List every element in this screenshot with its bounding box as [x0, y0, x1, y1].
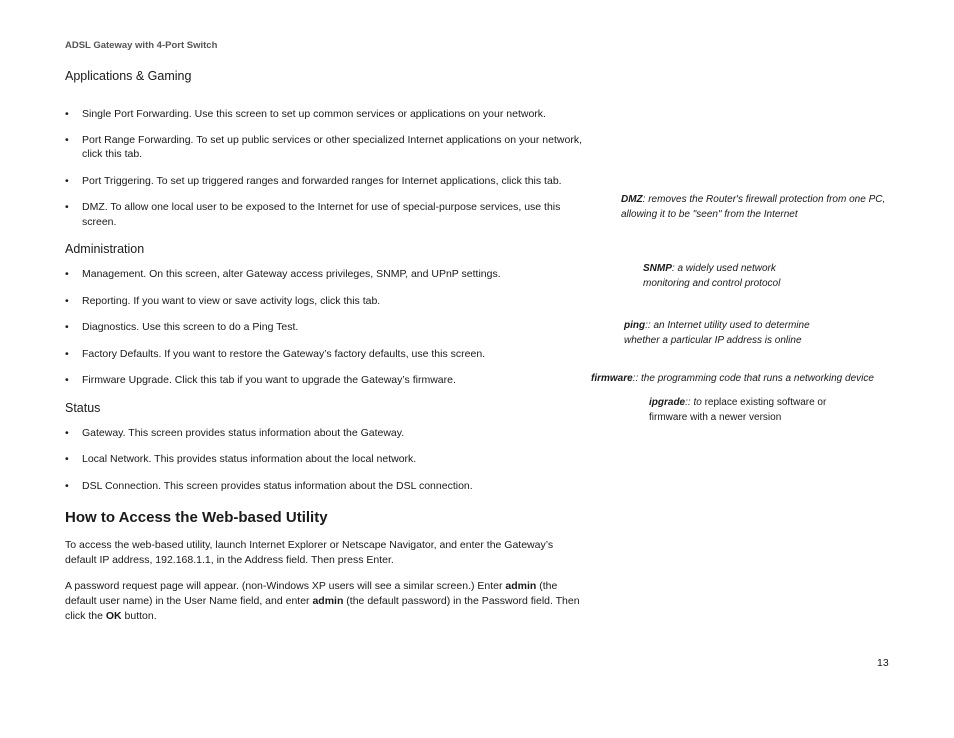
- list-item: • Diagnostics. Use this screen to do a Ping Test.: [65, 320, 587, 335]
- glossary-firmware: firmware:: the programming code that runs a networking device: [591, 373, 874, 384]
- list-item: • DSL Connection. This screen provides status information about the DSL connection.: [65, 479, 587, 494]
- list-item: • Reporting. If you want to view or save activity logs, click this tab.: [65, 294, 587, 309]
- list-item: • Single Port Forwarding. Use this screen to set up common services or applications on your network.: [65, 107, 587, 122]
- glossary-snmp: SNMP: a widely used network monitoring and control protocol: [643, 263, 781, 289]
- access-paragraph-2: A password request page will appear. (non-Windows XP users will see a similar screen.) Enter admin (the default user name) in the User Name field, and enter admin (the default password) in the Password field. Then click the OK button.: [65, 580, 580, 622]
- section-title-applications-gaming: Applications & Gaming: [65, 69, 192, 83]
- section-title-administration: Administration: [65, 242, 145, 256]
- list-item: • Management. On this screen, alter Gateway access privileges, SNMP, and UPnP settings.: [65, 267, 587, 282]
- list-item: • DMZ. To allow one local user to be exposed to the Internet for use of special-purpose services, use this screen.: [65, 200, 587, 229]
- main-column: [65, 67, 587, 624]
- administration-list: [65, 267, 587, 388]
- access-paragraph-1: To access the web-based utility, launch Internet Explorer or Netscape Navigator, and enter the Gateway’s default IP address, 192.168.1.1, in the Address field. Then press Enter.: [65, 539, 554, 566]
- list-item: • Port Triggering. To set up triggered ranges and forwarded ranges for Internet applications, click this tab.: [65, 174, 587, 189]
- section-title-status: Status: [65, 400, 101, 415]
- status-list: [65, 426, 587, 494]
- section-heading-access-utility: How to Access the Web-based Utility: [65, 509, 328, 526]
- running-header: ADSL Gateway with 4-Port Switch: [65, 40, 218, 51]
- list-item: • Port Range Forwarding. To set up public services or other specialized Internet applications on your network, click this tab.: [65, 133, 587, 162]
- list-item: • Local Network. This provides status information about the local network.: [65, 452, 587, 467]
- list-item: • Factory Defaults. If you want to restore the Gateway’s factory defaults, use this screen.: [65, 347, 587, 362]
- glossary-dmz: DMZ: removes the Router's firewall protection from one PC, allowing it to be "seen" from the Internet: [621, 194, 886, 220]
- page-number: 13: [877, 657, 889, 669]
- applications-gaming-list: [65, 107, 587, 229]
- list-item: • Firmware Upgrade. Click this tab if you want to upgrade the Gateway’s firmware.: [65, 373, 587, 388]
- list-item: • Gateway. This screen provides status information about the Gateway.: [65, 426, 587, 441]
- glossary-ping: ping:: an Internet utility used to determine whether a particular IP address is online: [624, 320, 810, 346]
- glossary-upgrade: ipgrade:: to replace existing software or firmware with a newer version: [649, 397, 827, 423]
